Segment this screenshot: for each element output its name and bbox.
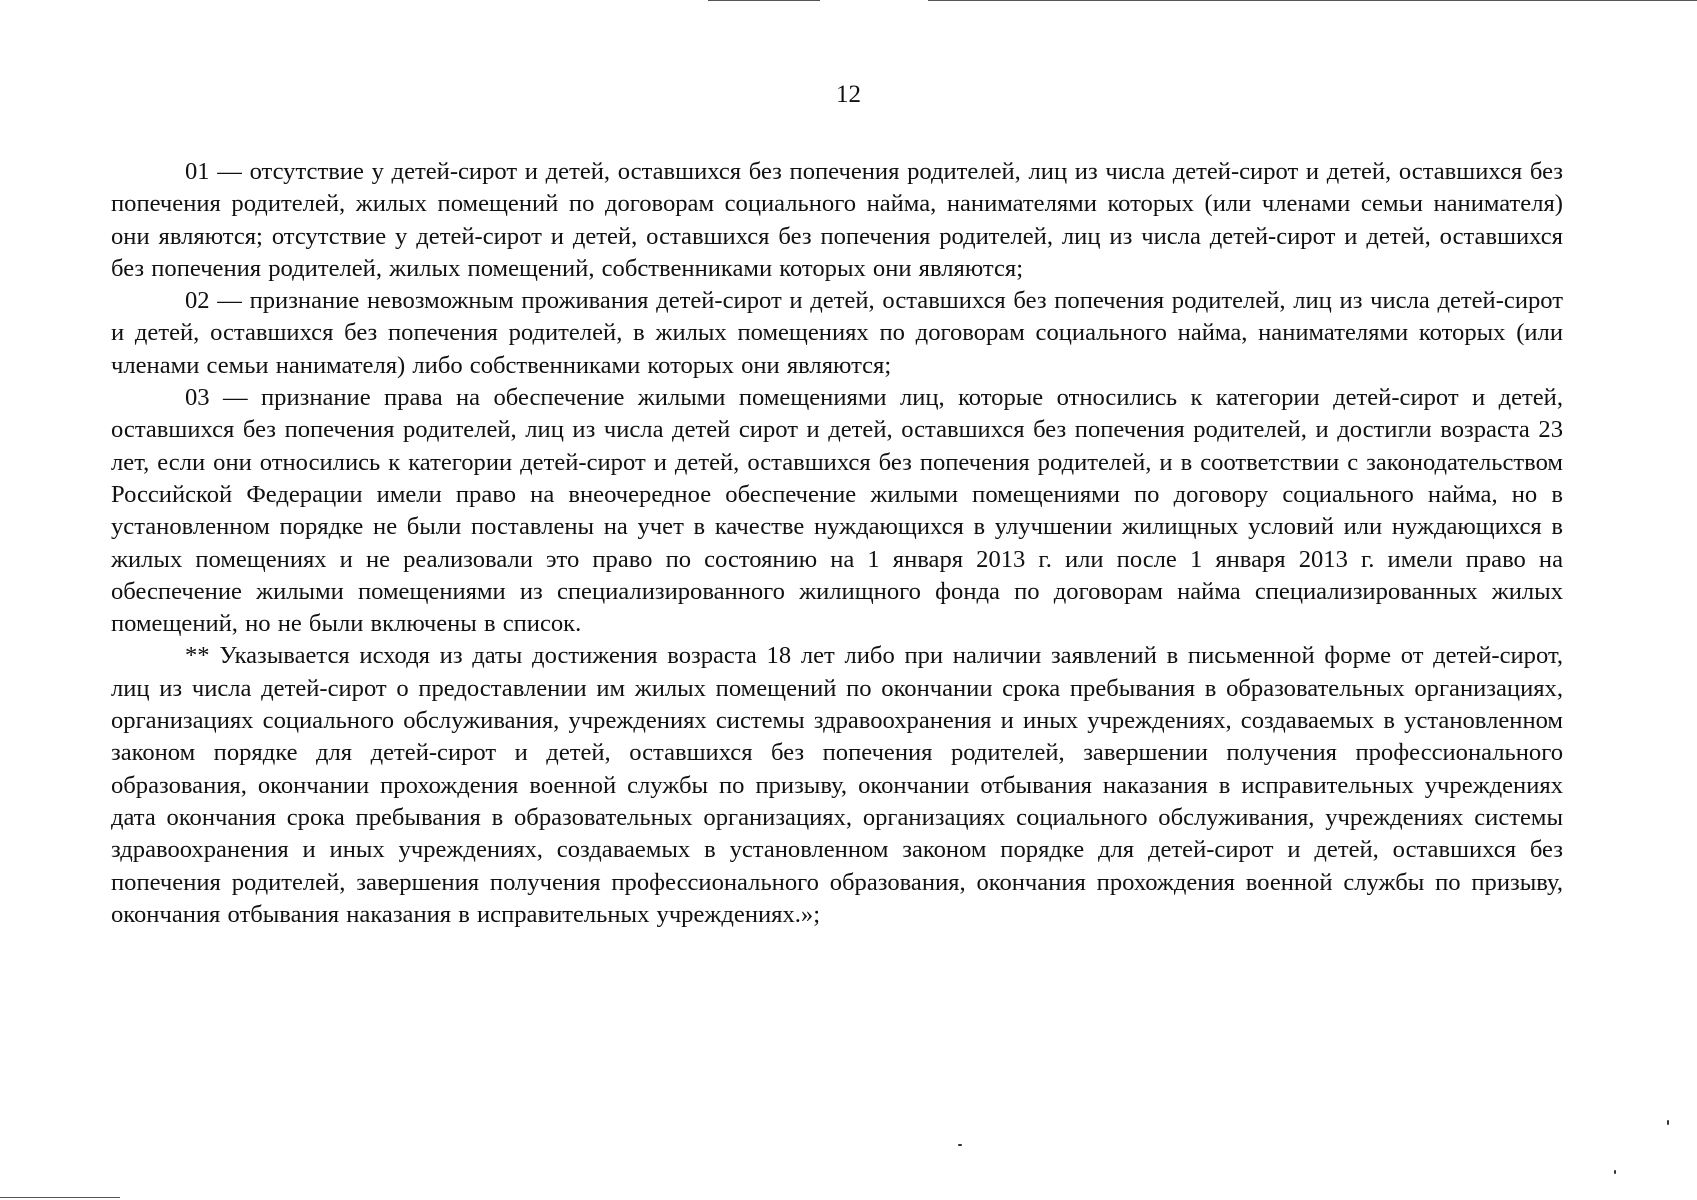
scan-edge-line-top-right [928,0,1697,1]
page-number: 12 [836,81,861,108]
document-body [111,156,1563,931]
scan-speck [1614,1170,1616,1174]
scan-edge-line-bottom-left [0,1197,120,1198]
scan-speck [958,1144,962,1146]
paragraph-code-01: 01 — отсутствие у детей-сирот и детей, оставшихся без попечения родителей, лиц из числа детей-сирот и детей, оставшихся без попечения родителей, жилых помещений по договорам социального найма, нанимателями которых (или членами семьи нанимателя) они являются; отсутствие у детей-сирот и детей, оставшихся без попечения родителей, лиц из числа детей-сирот и детей, оставшихся без попечения родителей, жилых помещений, собственниками которых они являются; [111,158,1563,282]
paragraph-code-02: 02 — признание невозможным проживания детей-сирот и детей, оставшихся без попечения родителей, лиц из числа детей-сирот и детей, оставшихся без попечения родителей, в жилых помещениях по договорам социального найма, нанимателями которых (или членами семьи нанимателя) либо собственниками которых они являются; [111,287,1563,379]
scan-edge-line-top-left [708,0,820,1]
footnote-paragraph: ** Указывается исходя из даты достижения возраста 18 лет либо при наличии заявлений в письменной форме от детей-сирот, лиц из числа детей-сирот о предоставлении им жилых помещений по окончании срока пребывания в образовательных организациях, организациях социального обслуживания, учреждениях системы здравоохранения и иных учреждениях, создаваемых в установленном законом порядке для детей-сирот и детей, оставшихся без попечения родителей, завершении получения профессионального образования, окончании прохождения военной службы по призыву, окончании отбывания наказания в исправительных учреждениях дата окончания срока пребывания в образовательных организациях, организациях социального обслуживания, учреждениях системы здравоохранения и иных учреждениях, создаваемых в установленном законом порядке для детей-сирот и детей, оставшихся без попечения родителей, завершения получения профессионального образования, окончания прохождения военной службы по призыву, окончания отбывания наказания в исправительных учреждениях.»; [111,642,1563,928]
paragraph-code-03: 03 — признание права на обеспечение жилыми помещениями лиц, которые относились к категории детей-сирот и детей, оставшихся без попечения родителей, лиц из числа детей сирот и детей, оставшихся без попечения родителей, и достигли возраста 23 лет, если они относились к категории детей-сирот и детей, оставшихся без попечения родителей, и в соответствии с законодательством Российской Федерации имели право на внеочередное обеспечение жилыми помещениями по договору социального найма, но в установленном порядке не были поставлены на учет в качестве нуждающихся в улучшении жилищных условий или нуждающихся в жилых помещениях и не реализовали это право по состоянию на 1 января 2013 г. или после 1 января 2013 г. имели право на обеспечение жилыми помещениями из специализированного жилищного фонда по договорам найма специализированных жилых помещений, но не были включены в список. [111,384,1563,638]
scan-speck [1667,1120,1669,1125]
